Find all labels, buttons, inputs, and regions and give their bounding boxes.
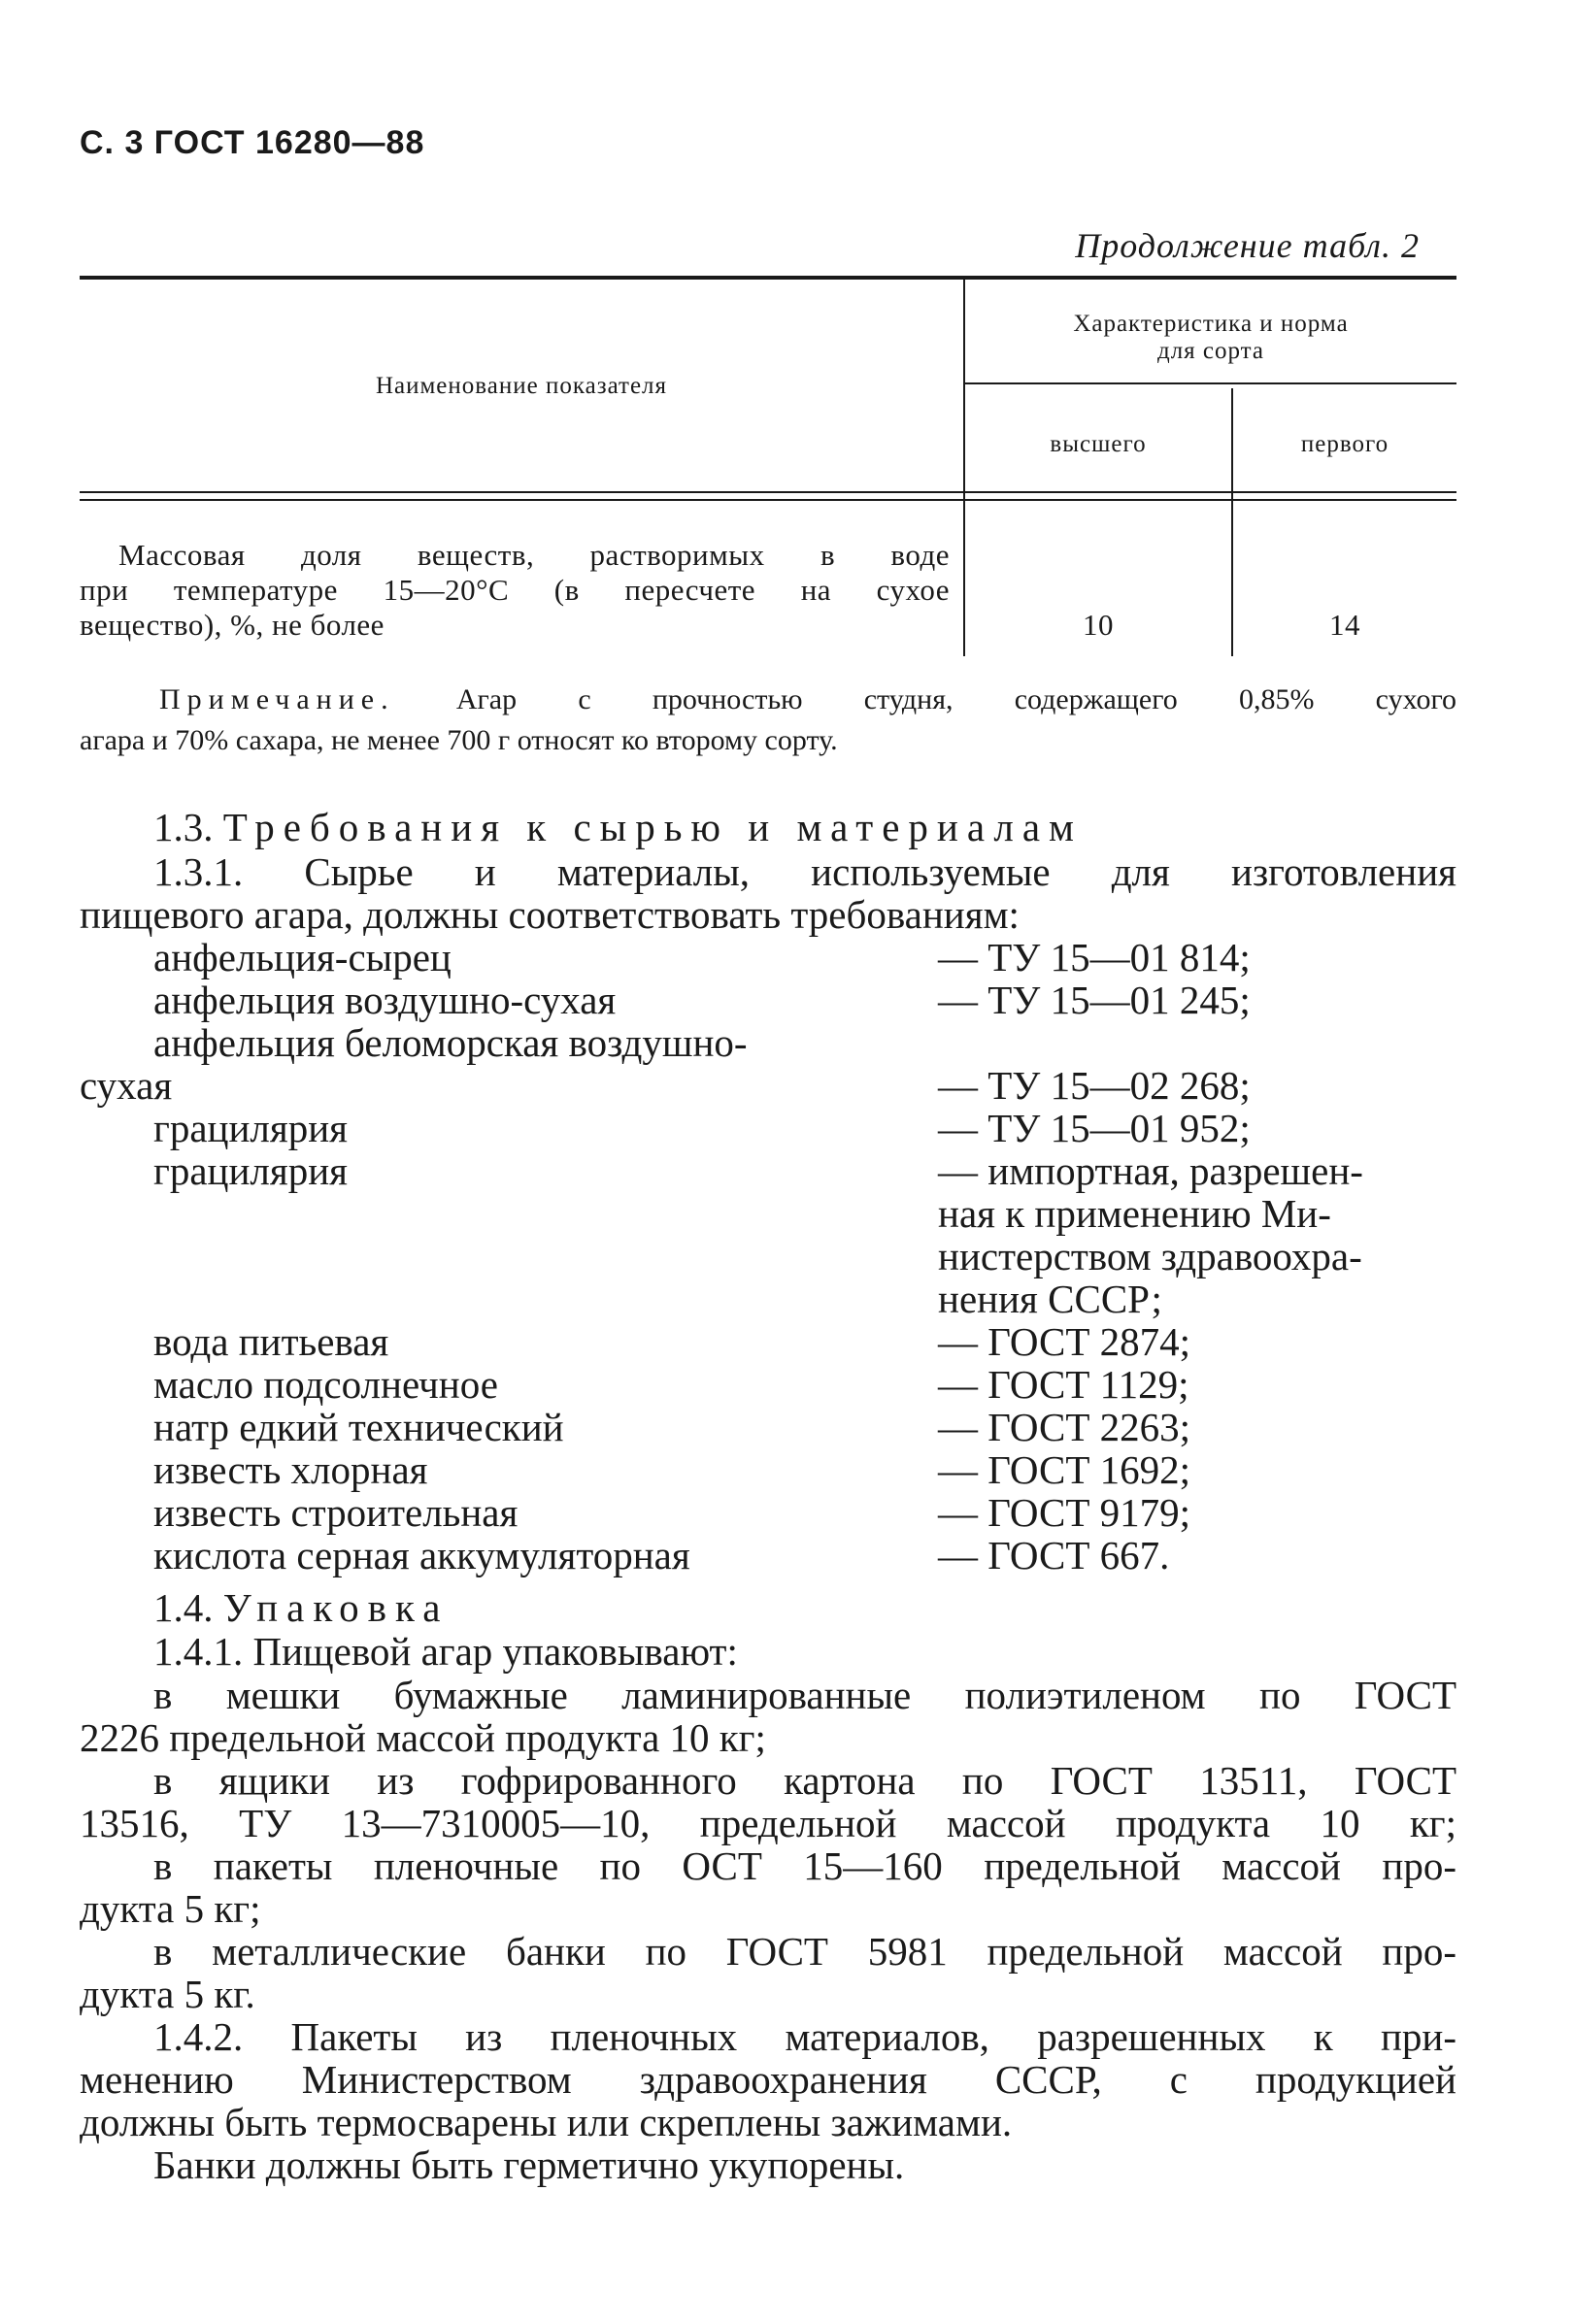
col-group-header-line2: для сорта bbox=[1156, 338, 1265, 364]
note-line2: агара и 70% сахара, не менее 700 г относят ко второму сорту. bbox=[80, 724, 838, 756]
col-group-header-line1: Характеристика и норма bbox=[1073, 311, 1349, 337]
table-top-rule bbox=[80, 276, 1456, 280]
table-2-continued bbox=[80, 276, 1456, 660]
note-line1 bbox=[80, 680, 1456, 720]
section-1-3-title bbox=[153, 804, 1083, 850]
material-standard-ref: — ТУ 15—01 814; bbox=[938, 935, 1251, 979]
material-standard-ref: — ГОСТ 1692; bbox=[938, 1447, 1191, 1492]
section-1-4-1-intro: 1.4.1. Пищевой агар упаковывают: bbox=[153, 1629, 738, 1674]
table-header-rule-a bbox=[80, 491, 1456, 493]
material-name: известь хлорная bbox=[153, 1447, 428, 1492]
page-header: С. 3 ГОСТ 16280—88 bbox=[80, 124, 425, 161]
col-name-header: Наименование показателя bbox=[375, 373, 668, 399]
packaging-line: в ящики из гофрированного картона по ГОСТ 13511, ГОСТ bbox=[153, 1758, 1456, 1803]
section-1-4-number: 1.4. bbox=[153, 1585, 214, 1630]
packaging-line: 1.4.2. Пакеты из пленочных материалов, разрешенных к при- bbox=[153, 2014, 1456, 2059]
table-note bbox=[80, 680, 1456, 761]
material-name: кислота серная аккумуляторная bbox=[153, 1533, 690, 1577]
packaging-line: Банки должны быть герметично укупорены. bbox=[153, 2142, 905, 2187]
note-line1-text: Агар с прочностью студня, содержащего 0,85% сухого bbox=[455, 683, 1457, 715]
section-1-4-title-text: Упаковка bbox=[222, 1585, 450, 1630]
material-name: анфельция воздушно-сухая bbox=[153, 978, 617, 1022]
row-indicator-line1: Массовая доля веществ, растворимых в воде bbox=[118, 538, 950, 572]
packaging-line: в мешки бумажные ламинированные полиэтиленом по ГОСТ bbox=[153, 1673, 1456, 1717]
material-name: вода питьевая bbox=[153, 1319, 389, 1364]
table-header-rule-b bbox=[80, 499, 1456, 501]
material-standard-ref: — ТУ 15—01 952; bbox=[938, 1106, 1251, 1150]
material-standard-ref: — ГОСТ 2263; bbox=[938, 1405, 1191, 1449]
material-standard-ref: — ТУ 15—02 268; bbox=[938, 1063, 1251, 1108]
packaging-line: дукта 5 кг. bbox=[80, 1972, 255, 2016]
material-standard-ref: — ТУ 15—01 245; bbox=[938, 978, 1251, 1022]
material-name: анфельция беломорская воздушно- bbox=[153, 1020, 748, 1065]
material-name: масло подсолнечное bbox=[153, 1362, 498, 1407]
packaging-line: 13516, ТУ 13—7310005—10, предельной массой продукта 10 кг; bbox=[80, 1801, 1456, 1845]
material-name: анфельция-сырец bbox=[153, 935, 452, 979]
note-label: Примечание. bbox=[159, 683, 395, 715]
section-1-3-title-text: Требования к сырью и материалам bbox=[222, 805, 1084, 849]
row-value-highest: 10 bbox=[1083, 608, 1114, 642]
row-value-first: 14 bbox=[1329, 608, 1360, 642]
section-1-4-title bbox=[153, 1584, 450, 1631]
material-standard-ref: — ГОСТ 667. bbox=[938, 1533, 1170, 1577]
packaging-line: менению Министерством здравоохранения СССР, с продукцией bbox=[80, 2057, 1456, 2102]
material-name: известь строительная bbox=[153, 1490, 519, 1535]
material-standard-ref: — ГОСТ 1129; bbox=[938, 1362, 1189, 1407]
packaging-line: должны быть термосварены или скреплены зажимами. bbox=[80, 2100, 1013, 2144]
col-first-header: первого bbox=[1300, 431, 1389, 457]
material-standard-ref: ная к применению Ми- bbox=[938, 1191, 1331, 1236]
material-name: сухая bbox=[80, 1063, 173, 1108]
material-standard-ref: нистерством здравоохра- bbox=[938, 1234, 1362, 1278]
packaging-line: в металлические банки по ГОСТ 5981 предельной массой про- bbox=[153, 1929, 1456, 1974]
packaging-line: дукта 5 кг; bbox=[80, 1886, 261, 1931]
section-1-3-1-line2: пищевого агара, должны соответствовать требованиям: bbox=[80, 892, 1020, 937]
section-1-3-number: 1.3. bbox=[153, 805, 214, 849]
section-1-3-1-line1: 1.3.1. Сырье и материалы, используемые для изготовления bbox=[153, 849, 1456, 894]
packaging-line: в пакеты пленочные по ОСТ 15—160 предельной массой про- bbox=[153, 1843, 1456, 1888]
material-standard-ref: — ГОСТ 9179; bbox=[938, 1490, 1191, 1535]
row-indicator-line3: вещество), %, не более bbox=[80, 608, 385, 642]
row-indicator-line2: при температуре 15—20°С (в пересчете на сухое bbox=[80, 573, 950, 607]
material-standard-ref: — импортная, разрешен- bbox=[938, 1148, 1363, 1193]
material-standard-ref: — ГОСТ 2874; bbox=[938, 1319, 1191, 1364]
material-name: натр едкий технический bbox=[153, 1405, 564, 1449]
table-continuation-label: Продолжение табл. 2 bbox=[1075, 226, 1420, 265]
col-highest-header: высшего bbox=[1050, 431, 1147, 457]
packaging-line: 2226 предельной массой продукта 10 кг; bbox=[80, 1715, 766, 1760]
table-subheader-rule bbox=[965, 382, 1456, 384]
material-name: грацилярия bbox=[153, 1148, 349, 1193]
material-name: грацилярия bbox=[153, 1106, 349, 1150]
material-standard-ref: нения СССР; bbox=[938, 1277, 1162, 1321]
